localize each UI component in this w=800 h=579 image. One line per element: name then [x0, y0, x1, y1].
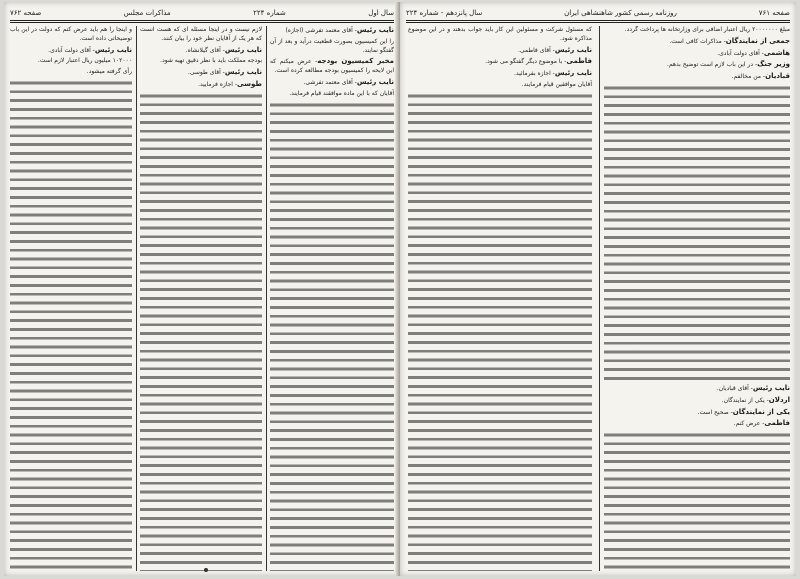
newspaper-spread — [4, 2, 796, 576]
paragraph-text: - در این باب لازم است توضیح بدهم. — [666, 61, 758, 69]
paragraph-text: - عرض میکنم که این لایحه را کمیسیون بودجه مطالعه کرده است. — [270, 58, 394, 75]
paragraph-text: مبلغ ۲۰۰۰۰۰۰۰ ریال اعتبار اضافی برای وزارتخانه ها پرداخت گردد. — [624, 26, 790, 33]
paragraph-text: و اینجا را هم باید عرض کنم که دولت در این باب توضیحاتی داده است. — [10, 26, 132, 42]
paragraph-text: - آقای طوسی. — [187, 69, 225, 77]
speaker-name: نایب رئیس — [554, 45, 592, 54]
paragraph-text: آقایان موافقین قیام فرمایند. — [521, 80, 592, 88]
paragraph-text: بودجه مملکت باید با نظر دقیق تهیه شود. — [160, 57, 262, 65]
left-page-number: صفحه ۷۶۲ — [10, 9, 42, 17]
right-page-title: روزنامه رسمی کشور شاهنشاهی ایران — [564, 9, 677, 17]
column-divider — [599, 26, 600, 571]
speaker-name: مخبر کمیسیون بودجه — [317, 57, 394, 66]
speaker-name: نایب رئیس — [752, 383, 790, 392]
paragraph-text: ۱۰۲۰۰۰ میلیون ریال اعتبار لازم است. — [37, 57, 132, 65]
paragraph-text: - آقای فاطمی. — [517, 46, 555, 54]
right-page-issue: سال پانزدهم - شماره ۲۲۴ — [406, 9, 483, 17]
header-rule — [406, 22, 790, 23]
left-page-year: سال اول — [368, 9, 394, 17]
speaker-name: نایب رئیس — [94, 45, 132, 54]
ink-spot — [204, 568, 208, 572]
paragraph-text: آقایان که با این ماده موافقند قیام فرمایند. — [289, 89, 394, 97]
left-page-title: مذاکرات مجلس — [123, 9, 171, 17]
speaker-name: نایب رئیس — [356, 26, 394, 34]
header-rule — [10, 22, 394, 23]
speaker-name: هاشمی — [763, 48, 790, 57]
speaker-name: نایب رئیس — [224, 68, 262, 77]
left-page-header — [10, 7, 394, 19]
right-page-header — [406, 7, 790, 19]
right-page-number: صفحه ۷۶۱ — [758, 9, 790, 17]
header-rule — [10, 20, 394, 21]
text-block — [140, 92, 262, 571]
text-block — [270, 101, 394, 571]
speaker-name: فاطمی — [566, 57, 592, 66]
speaker-name: فاطمی — [764, 419, 790, 428]
speaker-name: اردلان — [768, 395, 790, 404]
text-block — [10, 79, 132, 571]
right-page — [400, 2, 796, 576]
header-rule — [406, 20, 790, 21]
paragraph-text: - اجازه فرمایید. — [198, 80, 238, 88]
text-block — [408, 92, 592, 571]
paragraph-text: - من مخالفم. — [731, 73, 766, 81]
paragraph-text: - با موضوع دیگر گفتگو می شود. — [485, 58, 567, 66]
paragraph-text: - مذاکرات کافی است. — [669, 37, 726, 45]
speaker-name: نایب رئیس — [554, 69, 592, 78]
paragraph-text: لازم نیست و در اینجا مسئله ای که هست آنست که هر یک از آقایان نظر خود را بیان کنند. — [140, 26, 262, 42]
paragraph-text: که مسئول شرکت و مسئولین این کار باید جواب بدهند و در این موضوع مذاکره شود. — [408, 26, 592, 42]
paragraph-text: - آقای دولت آبادی. — [717, 49, 764, 57]
left-page-issue: شماره ۲۲۴ — [253, 9, 286, 17]
paragraph-text: - اجازه بفرمائید. — [514, 70, 555, 78]
paragraph-text: - صحیح است. — [697, 408, 733, 416]
left-page-column-2 — [140, 26, 262, 571]
speaker-name: جمعی از نمایندگان — [725, 36, 790, 45]
paragraph-text: را این کمیسیون بصورت قطعیت درآید و بعد از آن گفتگو نمایند. — [270, 37, 394, 54]
paragraph-text: - آقای معتمد تفرشی (اجازه) — [285, 27, 357, 34]
paragraph-text: - آقای دولت آبادی. — [48, 46, 95, 54]
left-page-column-3 — [10, 26, 132, 571]
right-page-column-1 — [604, 26, 790, 571]
text-block — [604, 431, 790, 571]
speaker-name: وزیر جنگ — [757, 60, 790, 69]
column-divider — [266, 26, 267, 571]
speaker-name: یکی از نمایندگان — [732, 407, 790, 416]
speaker-name: نایب رئیس — [356, 77, 394, 86]
right-page-column-2 — [408, 26, 592, 571]
column-divider — [136, 26, 137, 571]
speaker-name: نایب رئیس — [224, 45, 262, 54]
paragraph-text: - عرض کنم. — [733, 420, 765, 428]
paragraph-text: - آقای گیلانشاه. — [185, 46, 225, 54]
paragraph-text: - یکی از نمایندگان. — [721, 396, 769, 404]
speaker-name: طوسی — [237, 79, 262, 88]
left-page — [4, 2, 400, 576]
paragraph-text: رأی گرفته میشود. — [86, 68, 132, 76]
speaker-name: قباديان — [765, 72, 790, 81]
text-block — [604, 84, 790, 384]
paragraph-text: - آقای قبادیان. — [716, 384, 753, 392]
paragraph-text: - آقای معتمد تفرشی. — [303, 78, 357, 86]
left-page-column-1 — [270, 26, 394, 571]
